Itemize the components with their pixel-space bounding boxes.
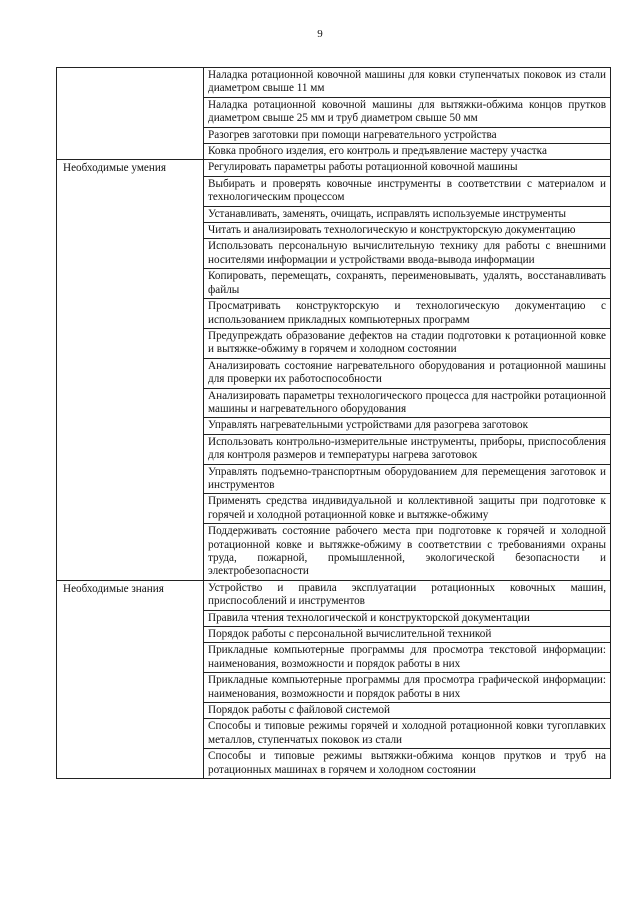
requirement-item: Порядок работы с персональной вычислительной техникой: [204, 627, 611, 643]
requirement-item: Управлять подъемно-транспортным оборудованием для перемещения заготовок и инструментов: [204, 464, 611, 494]
requirements-table: [56, 67, 611, 779]
requirement-item: Копировать, перемещать, сохранять, переименовывать, удалять, восстанавливать файлы: [204, 269, 611, 299]
requirement-item: Поддерживать состояние рабочего места при подготовке к горячей и холодной ротационной ковке и вытяжке-обжиму в соответствии с требованиями охраны труда, пожарной, промышленной, экологической безопасности и электробезопасности: [204, 524, 611, 581]
requirement-item: Управлять нагревательными устройствами для разогрева заготовок: [204, 418, 611, 434]
requirement-item: Ковка пробного изделия, его контроль и предъявление мастеру участка: [204, 144, 611, 160]
requirement-item: Наладка ротационной ковочной машины для вытяжки-обжима концов прутков диаметром свыше 25 мм и труб диаметром свыше 50 мм: [204, 97, 611, 127]
section-label: Необходимые умения: [57, 160, 204, 580]
requirement-item: Анализировать параметры технологического процесса для настройки ротационной машины и нагревательного оборудования: [204, 388, 611, 418]
requirement-item: Устанавливать, заменять, очищать, исправлять используемые инструменты: [204, 206, 611, 222]
requirement-item: Применять средства индивидуальной и коллективной защиты при подготовке к горячей и холодной ротационной ковке и вытяжке-обжиму: [204, 494, 611, 524]
requirement-item: Просматривать конструкторскую и технологическую документацию с использованием прикладных компьютерных программ: [204, 299, 611, 329]
requirement-item: Устройство и правила эксплуатации ротационных ковочных машин, приспособлений и инструментов: [204, 580, 611, 610]
requirement-item: Прикладные компьютерные программы для просмотра графической информации: наименования, возможности и порядок работы в них: [204, 673, 611, 703]
section-label: Необходимые знания: [57, 580, 204, 778]
requirement-item: Разогрев заготовки при помощи нагревательного устройства: [204, 127, 611, 143]
table-row: [57, 68, 611, 98]
requirement-item: Читать и анализировать технологическую и конструкторскую документацию: [204, 223, 611, 239]
table-row: [57, 580, 611, 610]
requirement-item: Анализировать состояние нагревательного оборудования и ротационной машины для проверки их работоспособности: [204, 358, 611, 388]
requirement-item: Способы и типовые режимы вытяжки-обжима концов прутков и труб на ротационных машинах в горячем и холодном состоянии: [204, 749, 611, 779]
requirement-item: Использовать контрольно-измерительные инструменты, приборы, приспособления для контроля размеров и температуры нагрева заготовок: [204, 434, 611, 464]
requirement-item: Выбирать и проверять ковочные инструменты в соответствии с материалом и технологическим процессом: [204, 176, 611, 206]
table-row: [57, 160, 611, 176]
requirement-item: Прикладные компьютерные программы для просмотра текстовой информации: наименования, возможности и порядок работы в них: [204, 643, 611, 673]
requirement-item: Порядок работы с файловой системой: [204, 703, 611, 719]
requirement-item: Предупреждать образование дефектов на стадии подготовки к ротационной ковке и вытяжке-обжиму в горячем и холодном состоянии: [204, 328, 611, 358]
section-label: [57, 68, 204, 160]
page-number: 9: [317, 28, 323, 40]
requirement-item: Способы и типовые режимы горячей и холодной ротационной ковки тугоплавких металлов, ступенчатых поковок из стали: [204, 719, 611, 749]
requirement-item: Наладка ротационной ковочной машины для ковки ступенчатых поковок из стали диаметром свыше 11 мм: [204, 68, 611, 98]
requirement-item: Правила чтения технологической и конструкторской документации: [204, 610, 611, 626]
requirement-item: Регулировать параметры работы ротационной ковочной машины: [204, 160, 611, 176]
requirement-item: Использовать персональную вычислительную технику для работы с внешними носителями информации и устройствами ввода-вывода информации: [204, 239, 611, 269]
